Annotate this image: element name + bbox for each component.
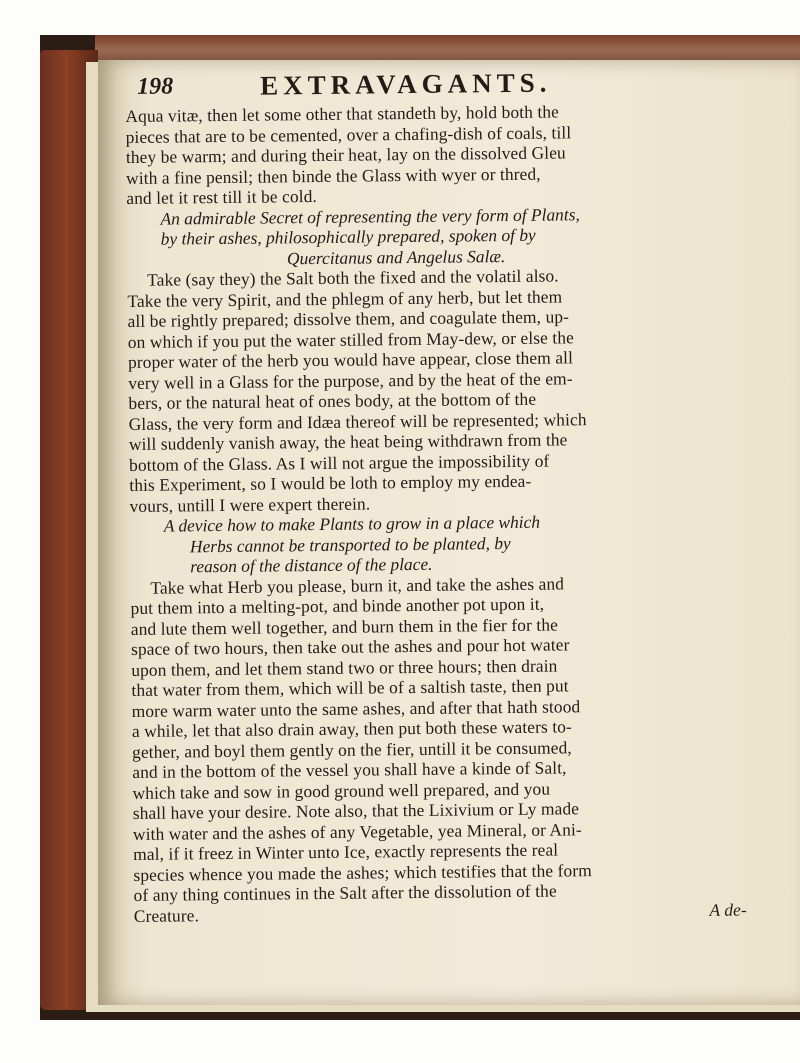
text-line: of any thing continues in the Salt after the dissolution of the xyxy=(133,880,557,905)
text-line: very well in a Glass for the purpose, and by the heat of the em- xyxy=(128,367,573,393)
text-line: this Experiment, so I would be loth to employ my endea- xyxy=(129,470,532,495)
text-line: vours, untill I were expert therein. xyxy=(129,492,371,516)
text-line: that water from them, which will be of a saltish taste, then put xyxy=(131,675,569,700)
text-line: gether, and boyl them gently on the fier, untill it be consumed, xyxy=(132,736,572,762)
text-line: mal, if it freez in Winter unto Ice, exactly represents the real xyxy=(133,839,559,864)
page-header xyxy=(125,65,790,106)
text-line: upon them, and let them stand two or three hours; then drain xyxy=(131,655,558,680)
text-line: shall have your desire. Note also, that the Lixivium or Ly made xyxy=(132,798,580,823)
paragraph xyxy=(127,263,795,516)
text-line: with a fine pensil; then binde the Glass with wyer or thred, xyxy=(126,163,541,188)
section-heading xyxy=(130,509,796,577)
text-line: Take the very Spirit, and the phlegm of any herb, but let them xyxy=(127,285,563,311)
heading-line: Quercitanus and Angelus Salæ. xyxy=(286,245,506,268)
text-block xyxy=(125,65,799,926)
text-line: with water and the ashes of any Vegetable, yea Mineral, or Ani- xyxy=(132,818,582,844)
paragraph xyxy=(125,99,791,208)
text-line: Aqua vitæ, then let some other that standeth by, hold both the xyxy=(125,101,560,126)
text-line: Glass, the very form and Idæa thereof will be represented; which xyxy=(128,408,587,434)
text-line: species whence you made the ashes; which testifies that the form xyxy=(133,859,592,885)
text-line: will suddenly vanish away, the heat being withdrawn from the xyxy=(128,429,568,454)
text-line: and lute them well together, and burn them in the fier for the xyxy=(130,613,559,639)
text-line: Take what Herb you please, burn it, and take the ashes and xyxy=(150,572,565,598)
heading-line: by their ashes, philosophically prepared, spoken of by xyxy=(160,224,536,249)
page-number: 198 xyxy=(137,73,174,100)
text-line: and let it rest till it be cold. xyxy=(126,185,318,208)
text-line: they be warm; and during their heat, lay on the dissolved Gleu xyxy=(125,142,566,167)
text-line: space of two hours, then take out the ashes and pour hot water xyxy=(130,634,570,659)
text-line: and in the bottom of the vessel you shall have a kinde of Salt, xyxy=(132,757,567,782)
catchword: A de- xyxy=(709,899,747,920)
running-head: EXTRAVAGANTS. xyxy=(259,67,552,101)
text-line: bers, or the natural heat of ones body, at the bottom of the xyxy=(128,388,537,413)
text-line: on which if you put the water stilled from May-dew, or else the xyxy=(127,326,575,352)
heading-line: An admirable Secret of representing the very form of Plants, xyxy=(160,203,580,229)
text-line: all be rightly prepared; dissolve them, and coagulate them, up- xyxy=(127,306,570,331)
text-line: which take and sow in good ground well prepared, and you xyxy=(132,778,551,803)
last-line-text: Creature. xyxy=(133,904,200,926)
text-line: pieces that are to be cemented, over a chafing-dish of coals, till xyxy=(125,121,572,147)
text-line: Take (say they) the Salt both the fixed and the volatil also. xyxy=(147,265,559,290)
text-line: more warm water unto the same ashes, and after that hath stood xyxy=(131,695,581,721)
paragraph xyxy=(130,571,799,926)
heading-line: Herbs cannot be transported to be planted, by xyxy=(189,532,511,556)
text-line: a while, let that also drain away, then put both these waters to- xyxy=(131,716,572,741)
text-line: put them into a melting-pot, and binde another pot upon it, xyxy=(130,593,545,618)
heading-line: reason of the distance of the place. xyxy=(190,553,433,577)
text-line: bottom of the Glass. As I will not argue the impossibility of xyxy=(129,450,550,475)
text-line: proper water of the herb you would have appear, close them all xyxy=(127,347,574,372)
section-heading xyxy=(126,202,792,270)
heading-line: A device how to make Plants to grow in a place which xyxy=(163,511,541,536)
